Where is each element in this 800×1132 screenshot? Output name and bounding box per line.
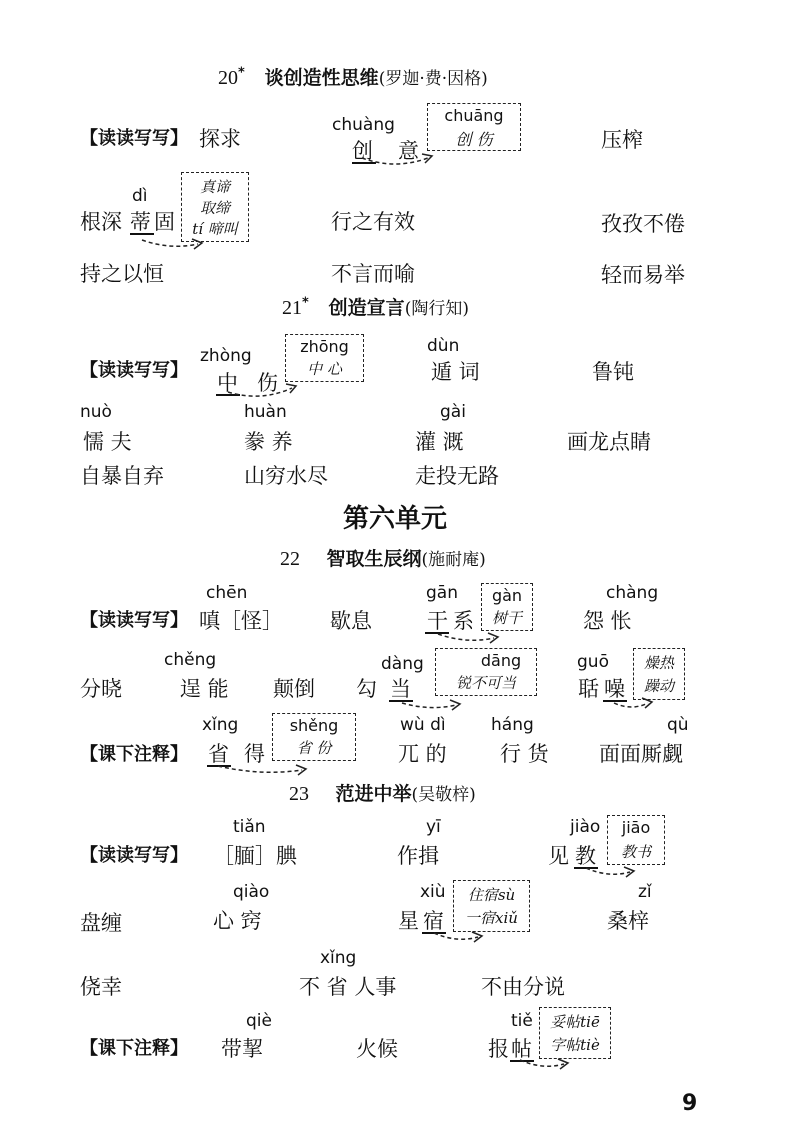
- word-zizi: 孜孜不倦: [601, 212, 685, 236]
- word-dunci: 遁 词: [431, 360, 480, 384]
- word-tanqiu: 探求: [199, 127, 241, 151]
- char-jian: 见: [548, 844, 569, 868]
- box-pinyin: gàn: [491, 586, 523, 605]
- lesson-number: 21: [282, 297, 302, 319]
- polyphone-box-xing: [272, 713, 356, 761]
- word-buyan: 不言而喻: [331, 262, 415, 286]
- word-diandao: 颠倒: [273, 677, 315, 701]
- word-chang: 怨 怅: [583, 609, 632, 633]
- read-write-label: 【读读写写】: [80, 128, 188, 149]
- word-fenxiao: 分晓: [80, 677, 122, 701]
- word-daiqie: 带挈: [221, 1037, 263, 1061]
- pinyin-tie: tiě: [511, 1011, 533, 1031]
- polyphone-box-zao: [633, 648, 685, 700]
- box-words: 锐不可当: [455, 674, 516, 692]
- lesson-number: 20: [218, 67, 238, 89]
- char-gan: 干: [427, 609, 448, 633]
- char-xiu: 宿: [423, 909, 444, 933]
- char-xing: 省: [208, 742, 229, 766]
- dashed-arrow-icon: [360, 148, 440, 172]
- box-words: 字帖tiè: [550, 1036, 600, 1054]
- notes-label: 【课下注释】: [80, 744, 188, 765]
- pinyin-tian: tiǎn: [233, 817, 266, 837]
- word-tian: ［腼］腆: [213, 844, 297, 868]
- lesson-20-title: [218, 63, 488, 90]
- box-words: 一宿xiǔ: [465, 909, 518, 927]
- box-words: 躁动: [643, 677, 674, 695]
- box-words: 住宿sù: [467, 886, 516, 904]
- char-jiao: 教: [575, 844, 596, 868]
- word-chizhi: 持之以恒: [80, 262, 164, 286]
- pinyin-qie: qiè: [246, 1011, 272, 1031]
- pinyin-dang: dàng: [381, 654, 424, 674]
- lesson-23-title: [289, 779, 476, 806]
- lesson-author: (施耐庵): [421, 550, 486, 570]
- box-words: 真谛: [199, 178, 230, 196]
- word-xinqiao: 心 窍: [213, 909, 262, 933]
- word-xiexi: 歇息: [330, 609, 372, 633]
- polyphone-box-jiao: [607, 815, 665, 865]
- box-words: 取缔: [199, 199, 230, 217]
- dashed-arrow-icon: [400, 697, 470, 717]
- dashed-arrow-icon: [518, 1056, 578, 1076]
- polyphone-box-tie: [539, 1007, 611, 1059]
- read-write-label: 【读读写写】: [80, 845, 188, 866]
- page-number: 9: [682, 1091, 698, 1116]
- word-huohou: 火候: [356, 1037, 398, 1061]
- char-xi: 系: [453, 609, 474, 633]
- lesson-21-title: [282, 293, 469, 320]
- lesson-author: (罗迦·费·因格): [378, 69, 488, 89]
- box-pinyin: shěng: [289, 716, 339, 735]
- lesson-author: (吴敬梓): [411, 785, 476, 805]
- char-yi: 意: [398, 139, 419, 163]
- pinyin-nuo: nuò: [80, 402, 112, 422]
- lesson-author: (陶行知): [404, 299, 469, 319]
- word-buxing: 不 省 人事: [299, 975, 397, 999]
- box-words: tí 啼叫: [192, 220, 238, 238]
- char-tie: 帖: [511, 1037, 532, 1061]
- pinyin-chen: chēn: [206, 583, 248, 603]
- self-study-mark: *: [302, 295, 309, 311]
- word-guangai: 灌 溉: [415, 430, 464, 454]
- word-buyou: 不由分说: [481, 975, 565, 999]
- pinyin-wudi: wù dì: [400, 715, 446, 735]
- char-gu: 固: [154, 210, 175, 234]
- dashed-arrow-icon: [140, 234, 210, 254]
- char-chuang: 创: [352, 139, 373, 163]
- word-jiaoxing: 侥幸: [80, 975, 122, 999]
- word-huanyang: 豢 养: [244, 430, 293, 454]
- pinyin-jiao: jiào: [570, 817, 601, 837]
- word-ludun: 鲁钝: [592, 360, 634, 384]
- notes-label: 【课下注释】: [80, 1038, 188, 1059]
- word-zibao: 自暴自弃: [80, 464, 164, 488]
- char-zao: 噪: [604, 677, 625, 701]
- pinyin-qu: qù: [667, 715, 689, 735]
- pinyin-chuang: chuàng: [332, 115, 395, 135]
- read-write-label: 【读读写写】: [80, 360, 188, 381]
- box-words: 树干: [491, 609, 522, 627]
- polyphone-box-xiu: [453, 880, 530, 932]
- word-zoutou: 走投无路: [415, 464, 499, 488]
- polyphone-box-di: [181, 172, 249, 242]
- word-genshen: 根深: [80, 210, 122, 234]
- word-yazha: 压榨: [601, 128, 643, 152]
- box-words: 创 伤: [455, 130, 493, 149]
- char-gua: 聒: [578, 677, 599, 701]
- word-hualong: 画龙点睛: [567, 430, 651, 454]
- word-zuoyi: 作揖: [397, 844, 439, 868]
- pinyin-chang: chàng: [606, 583, 659, 603]
- char-dang: 当: [390, 677, 411, 701]
- box-pinyin: chuāng: [444, 106, 504, 125]
- dashed-arrow-icon: [432, 929, 492, 949]
- box-words: 中 心: [307, 360, 342, 378]
- unit-heading: 第六单元: [343, 504, 448, 534]
- dashed-arrow-icon: [584, 864, 644, 884]
- box-words: 教书: [620, 843, 651, 861]
- word-shanqiong: 山穷水尽: [244, 464, 328, 488]
- lesson-22-title: [280, 544, 486, 571]
- lesson-name: 智取生辰纲: [326, 548, 422, 570]
- pinyin-guo: guō: [577, 652, 609, 672]
- box-words: 燥热: [643, 654, 674, 672]
- pinyin-xing2: xǐng: [320, 948, 357, 968]
- pinyin-dun: dùn: [427, 336, 460, 356]
- pinyin-hang: háng: [491, 715, 534, 735]
- char-xing2: 星: [398, 909, 419, 933]
- pinyin-huan: huàn: [244, 402, 287, 422]
- char-de: 得: [244, 742, 265, 766]
- polyphone-box-zhong: [285, 334, 364, 382]
- word-chenguai: 嗔［怪］: [199, 609, 283, 633]
- self-study-mark: *: [238, 65, 245, 81]
- box-pinyin: jiāo: [621, 818, 651, 837]
- lesson-name: 创造宣言: [328, 297, 405, 319]
- word-sangzi: 桑梓: [607, 909, 649, 933]
- lesson-name: 谈创造性思维: [264, 67, 379, 89]
- pinyin-yi: yī: [426, 817, 441, 837]
- read-write-label: 【读读写写】: [80, 610, 188, 631]
- pinyin-zi: zǐ: [638, 882, 652, 902]
- dashed-arrow-icon: [612, 697, 662, 717]
- word-xingzhi: 行之有效: [331, 210, 415, 234]
- dashed-arrow-icon: [226, 380, 306, 404]
- word-nuofu: 懦 夫: [83, 430, 132, 454]
- word-panchan: 盘缠: [80, 911, 122, 935]
- char-gou: 勾: [356, 677, 377, 701]
- char-di: 蒂: [130, 210, 151, 234]
- box-pinyin: zhōng: [300, 337, 349, 356]
- word-chengneng: 逞 能: [180, 677, 229, 701]
- box-pinyin: dāng: [480, 651, 522, 670]
- box-words: 妥帖tiē: [550, 1013, 600, 1031]
- pinyin-xing: xǐng: [202, 715, 239, 735]
- pinyin-zhong: zhòng: [200, 346, 252, 366]
- pinyin-xiu: xiù: [420, 882, 446, 902]
- pinyin-cheng: chěng: [164, 650, 217, 670]
- pinyin-qiao: qiào: [233, 882, 270, 902]
- pinyin-gan: gān: [426, 583, 458, 603]
- polyphone-box-chuang: [427, 103, 521, 151]
- polyphone-box-dang: [435, 648, 537, 696]
- pinyin-gai: gài: [440, 402, 466, 422]
- lesson-name: 范进中举: [335, 783, 412, 805]
- word-hanghuo: 行 货: [500, 742, 549, 766]
- char-zhong: 中: [217, 371, 238, 395]
- char-shang: 伤: [257, 371, 278, 395]
- word-wudi: 兀 的: [398, 742, 447, 766]
- lesson-number: 23: [289, 783, 309, 805]
- dashed-arrow-icon: [436, 630, 506, 650]
- word-qinger: 轻而易举: [601, 263, 685, 287]
- word-mianmian: 面面厮觑: [599, 742, 683, 766]
- char-bao: 报: [488, 1037, 509, 1061]
- polyphone-box-gan: [481, 583, 533, 631]
- box-words: 省 份: [296, 739, 332, 757]
- lesson-number: 22: [280, 548, 300, 570]
- pinyin-di: dì: [132, 186, 148, 206]
